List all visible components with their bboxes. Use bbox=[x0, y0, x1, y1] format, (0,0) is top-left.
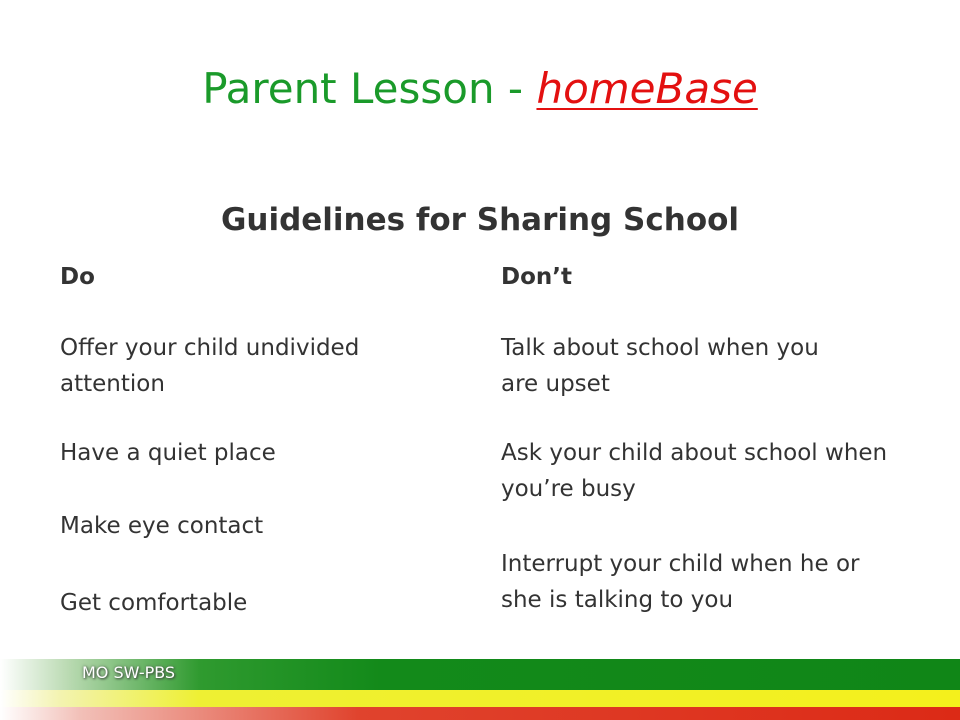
guidelines-heading: Guidelines for Sharing School bbox=[220, 202, 740, 238]
footer-red-band bbox=[0, 707, 960, 720]
dont-item: Interrupt your child when he or she is talking to you bbox=[501, 551, 860, 613]
dont-item: Ask your child about school when you’re busy bbox=[501, 440, 888, 502]
footer-label: MO SW-PBS bbox=[82, 663, 176, 682]
guidelines-image bbox=[40, 190, 920, 630]
dont-item: Talk about school when you are upset bbox=[501, 335, 819, 397]
do-header: Do bbox=[60, 264, 95, 290]
do-item: Make eye contact bbox=[60, 513, 264, 539]
slide-title bbox=[0, 64, 960, 113]
dont-header: Don’t bbox=[501, 264, 572, 290]
do-item: Offer your child undivided attention bbox=[60, 335, 360, 397]
title-prefix: Parent Lesson - bbox=[202, 64, 537, 113]
homebase-link[interactable]: homeBase bbox=[536, 64, 758, 113]
footer-banner bbox=[0, 659, 960, 720]
do-item: Have a quiet place bbox=[60, 440, 276, 466]
do-item: Get comfortable bbox=[60, 590, 248, 616]
footer-yellow-band bbox=[0, 690, 960, 707]
